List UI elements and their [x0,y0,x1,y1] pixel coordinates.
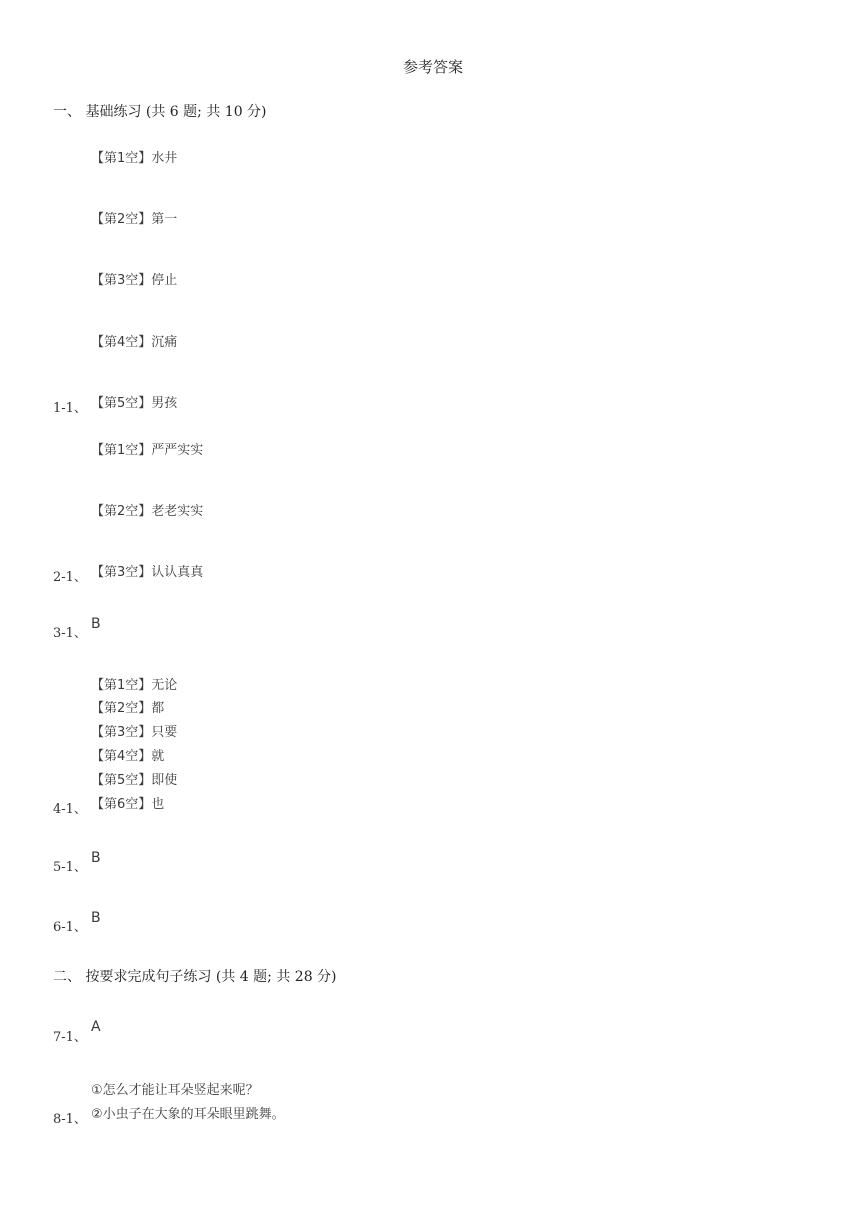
q8-answer-1: ①怎么才能让耳朵竖起来呢？ [91,1083,259,1098]
q5-number: 5-1、 [53,860,87,875]
q1-answer-1: 【第1空】水井 [91,151,178,166]
q6-answer: B [91,910,101,926]
q4-number: 4-1、 [53,802,87,817]
q1-answer-2: 【第2空】第一 [91,212,178,227]
q4-answer-4: 【第4空】就 [91,749,165,764]
q7-number: 7-1、 [53,1030,87,1045]
q2-answer-1: 【第1空】严严实实 [91,443,204,458]
q2-answer-2: 【第2空】老老实实 [91,504,204,519]
page-title: 参考答案 [403,58,464,76]
q1-answer-5: 【第5空】男孩 [91,396,178,411]
q4-answer-6: 【第6空】也 [91,797,165,812]
q2-number: 2-1、 [53,570,87,585]
q4-answer-3: 【第3空】只要 [91,725,178,740]
q6-number: 6-1、 [53,920,87,935]
q7-answer: A [91,1019,101,1035]
section-heading-basic: 一、 基础练习 (共 6 题; 共 10 分) [53,104,267,120]
q3-answer: B [91,616,101,632]
q4-answer-2: 【第2空】都 [91,701,165,716]
q8-number: 8-1、 [53,1112,87,1127]
section-heading-sentences: 二、 按要求完成句子练习 (共 4 题; 共 28 分) [53,969,337,985]
q8-answer-2: ②小虫子在大象的耳朵眼里跳舞。 [91,1107,285,1122]
q4-answer-1: 【第1空】无论 [91,678,178,693]
q1-answer-4: 【第4空】沉痛 [91,335,178,350]
q3-number: 3-1、 [53,626,87,641]
q2-answer-3: 【第3空】认认真真 [91,565,204,580]
q5-answer: B [91,850,101,866]
q1-number: 1-1、 [53,401,87,416]
q4-answer-5: 【第5空】即使 [91,773,178,788]
q1-answer-3: 【第3空】停止 [91,273,178,288]
